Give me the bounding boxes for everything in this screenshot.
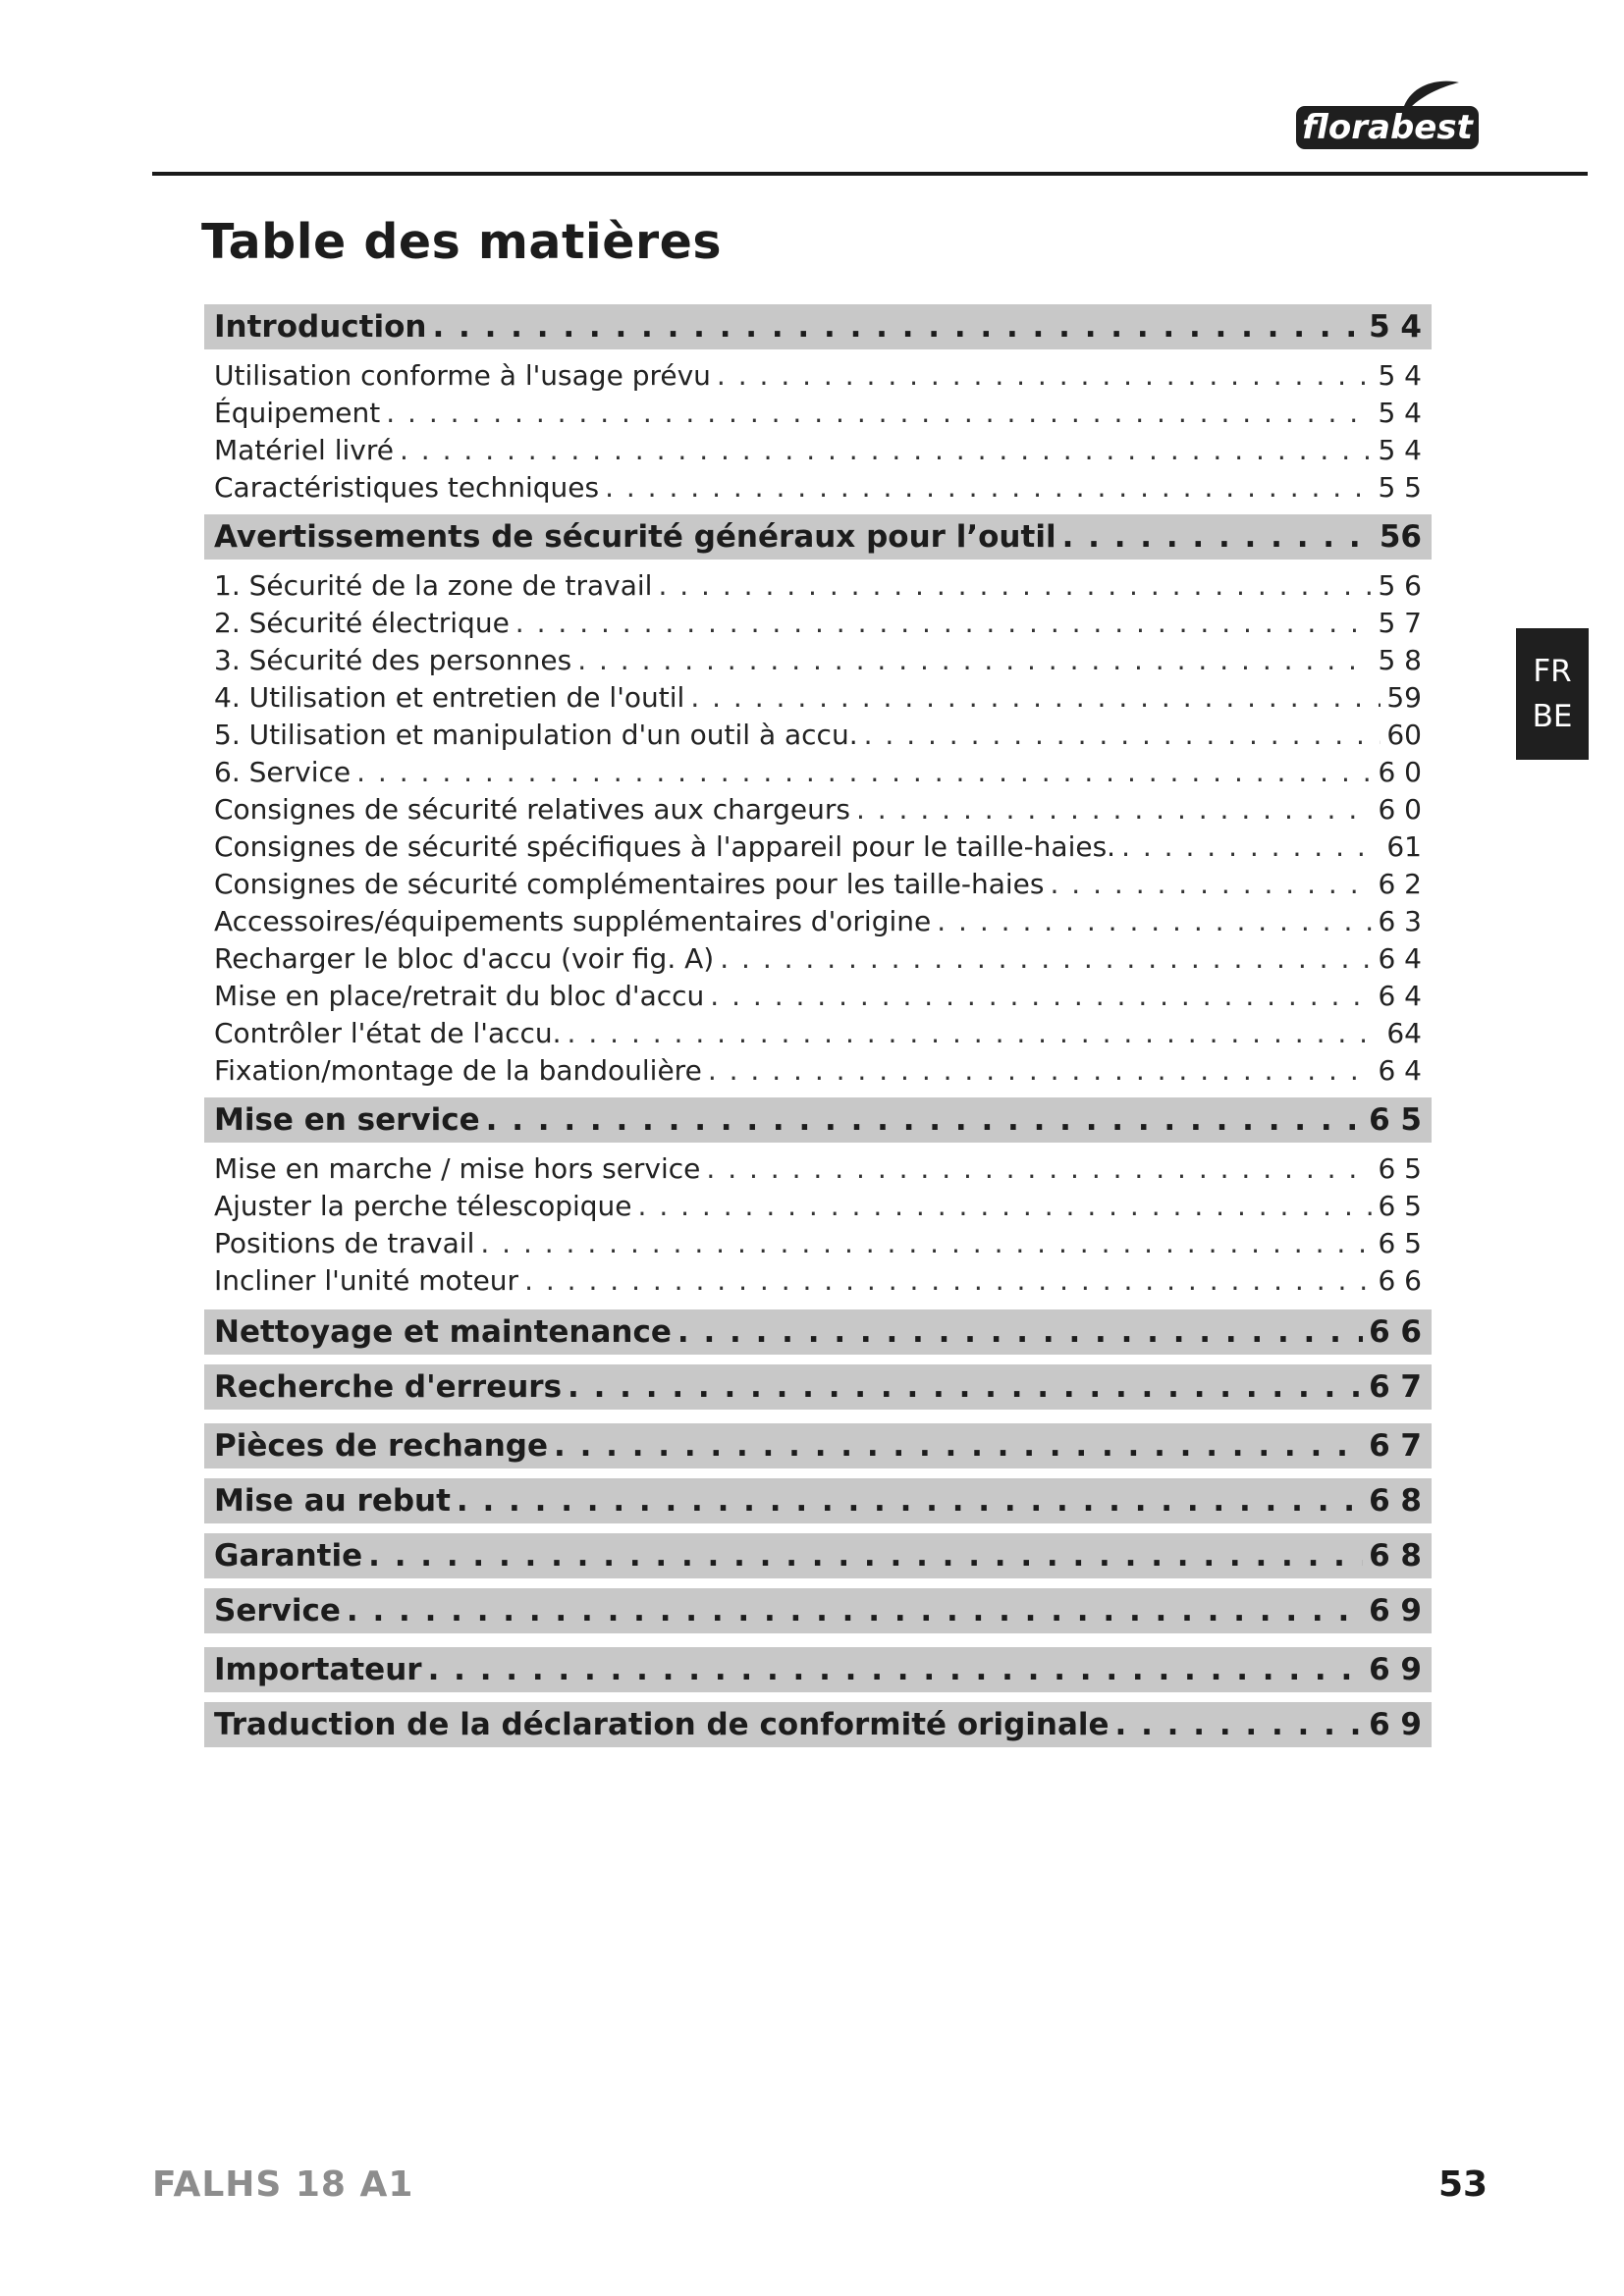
toc-entry-page: 6 2 bbox=[1378, 868, 1422, 900]
toc-entry-title: 2. Sécurité électrique bbox=[214, 607, 510, 639]
toc-entry bbox=[204, 469, 1432, 507]
toc-leader-dots bbox=[710, 978, 1372, 1015]
toc-section bbox=[204, 1309, 1432, 1355]
toc-section-page: 6 9 bbox=[1369, 1707, 1422, 1742]
toc-entry-page: 6 5 bbox=[1378, 1227, 1422, 1259]
toc-leader-dots bbox=[457, 1483, 1363, 1519]
toc-entry bbox=[204, 357, 1432, 395]
toc-entry-title: 4. Utilisation et entretien de l'outil bbox=[214, 681, 685, 714]
toc-leader-dots bbox=[554, 1428, 1363, 1464]
toc-entry-page: 64 bbox=[1386, 1017, 1422, 1049]
toc-section bbox=[204, 1533, 1432, 1578]
language-code-fr: FR bbox=[1533, 654, 1572, 689]
toc-entry-page: 6 5 bbox=[1378, 1190, 1422, 1222]
toc-entry bbox=[204, 866, 1432, 903]
toc-entry bbox=[204, 1225, 1432, 1262]
toc-entry-page: 5 4 bbox=[1378, 434, 1422, 466]
toc-section-title: Garantie bbox=[214, 1538, 363, 1574]
toc-section-title: Recherche d'erreurs bbox=[214, 1369, 563, 1405]
toc-leader-dots bbox=[708, 1052, 1373, 1090]
toc-leader-dots bbox=[515, 605, 1373, 642]
toc-leader-dots bbox=[706, 1150, 1372, 1188]
toc-leader-dots bbox=[356, 754, 1372, 791]
toc-entry-title: Mise en marche / mise hors service bbox=[214, 1152, 701, 1185]
toc-section-page: 6 8 bbox=[1369, 1538, 1422, 1574]
toc-entry-page: 5 4 bbox=[1378, 397, 1422, 429]
toc-leader-dots bbox=[638, 1188, 1373, 1225]
toc-section bbox=[204, 514, 1432, 560]
toc-entry-page: 5 4 bbox=[1378, 359, 1422, 392]
header-rule bbox=[152, 172, 1588, 176]
toc-leader-dots bbox=[428, 1652, 1364, 1687]
toc-entry bbox=[204, 432, 1432, 469]
toc-section-title: Pièces de rechange bbox=[214, 1428, 548, 1464]
toc-entry bbox=[204, 642, 1432, 679]
toc-leader-dots bbox=[568, 1369, 1363, 1405]
toc-leader-dots bbox=[937, 903, 1372, 940]
toc-section-title: Service bbox=[214, 1593, 341, 1629]
toc-section-title: Introduction bbox=[214, 309, 427, 345]
toc-entry-title: 5. Utilisation et manipulation d'un outil à accu. bbox=[214, 719, 858, 751]
toc-entry-page: 60 bbox=[1386, 719, 1422, 751]
toc-leader-dots bbox=[856, 791, 1373, 828]
toc-entry-page: 5 7 bbox=[1378, 607, 1422, 639]
toc-entry-page: 6 0 bbox=[1378, 756, 1422, 788]
toc-entry bbox=[204, 1150, 1432, 1188]
toc-entry-title: Utilisation conforme à l'usage prévu bbox=[214, 359, 711, 392]
toc-section-title: Mise en service bbox=[214, 1102, 480, 1138]
toc-entry-title: Mise en place/retrait du bloc d'accu bbox=[214, 980, 705, 1012]
toc-entry-title: Ajuster la perche télescopique bbox=[214, 1190, 632, 1222]
florabest-logo bbox=[1294, 77, 1481, 153]
toc-entry-title: Positions de travail bbox=[214, 1227, 475, 1259]
toc-section-page: 6 7 bbox=[1369, 1428, 1422, 1464]
toc-entry-title: Recharger le bloc d'accu (voir fig. A) bbox=[214, 942, 715, 975]
toc-leader-dots bbox=[1121, 828, 1380, 866]
toc-entry-page: 6 4 bbox=[1378, 942, 1422, 975]
toc-leader-dots bbox=[524, 1262, 1372, 1300]
toc-entry-title: 6. Service bbox=[214, 756, 352, 788]
toc-entry-page: 5 8 bbox=[1378, 644, 1422, 676]
toc-entry bbox=[204, 978, 1432, 1015]
toc-entry bbox=[204, 1015, 1432, 1052]
toc-entry-title: Consignes de sécurité complémentaires pour les taille-haies bbox=[214, 868, 1045, 900]
toc-leader-dots bbox=[568, 1015, 1381, 1052]
toc-leader-dots bbox=[677, 1314, 1363, 1350]
toc-section-title: Nettoyage et maintenance bbox=[214, 1314, 672, 1350]
toc-entry-title: Équipement bbox=[214, 397, 381, 429]
toc-section-page: 6 5 bbox=[1369, 1102, 1422, 1138]
toc-section bbox=[204, 1702, 1432, 1747]
toc-entry bbox=[204, 754, 1432, 791]
logo-text: florabest bbox=[1302, 108, 1473, 147]
toc-leader-dots bbox=[386, 395, 1372, 432]
toc-entry-title: 3. Sécurité des personnes bbox=[214, 644, 572, 676]
toc-entry bbox=[204, 1262, 1432, 1300]
toc-entry-title: Consignes de sécurité spécifiques à l'appareil pour le taille-haies. bbox=[214, 830, 1116, 863]
toc-leader-dots bbox=[717, 357, 1373, 395]
toc-entry-page: 6 0 bbox=[1378, 793, 1422, 826]
language-code-be: BE bbox=[1532, 699, 1573, 734]
toc-leader-dots bbox=[720, 940, 1372, 978]
toc-section-page: 6 6 bbox=[1369, 1314, 1422, 1350]
toc-entry-title: Caractéristiques techniques bbox=[214, 471, 600, 504]
toc-section bbox=[204, 1588, 1432, 1633]
toc-entry-page: 6 4 bbox=[1378, 980, 1422, 1012]
toc-section bbox=[204, 1364, 1432, 1410]
toc-leader-dots bbox=[1062, 519, 1374, 555]
language-tab bbox=[1516, 628, 1589, 760]
toc-leader-dots bbox=[864, 717, 1381, 754]
toc-entry-page: 6 4 bbox=[1378, 1054, 1422, 1087]
toc-section-page: 6 7 bbox=[1369, 1369, 1422, 1405]
toc-entry-page: 6 5 bbox=[1378, 1152, 1422, 1185]
toc-entry bbox=[204, 679, 1432, 717]
toc-entry-title: Matériel livré bbox=[214, 434, 394, 466]
toc-entry bbox=[204, 395, 1432, 432]
footer-model-name: FALHS 18 A1 bbox=[152, 2164, 414, 2205]
toc-leader-dots bbox=[577, 642, 1372, 679]
toc-entry-title: Contrôler l'état de l'accu. bbox=[214, 1017, 562, 1049]
toc-section-page: 5 4 bbox=[1369, 309, 1422, 345]
toc-leader-dots bbox=[605, 469, 1372, 507]
toc-leader-dots bbox=[486, 1102, 1363, 1138]
toc-entry bbox=[204, 605, 1432, 642]
toc-leader-dots bbox=[400, 432, 1372, 469]
toc-entry-page: 61 bbox=[1386, 830, 1422, 863]
toc-section bbox=[204, 1647, 1432, 1692]
logo-leaf-icon bbox=[1404, 81, 1459, 108]
toc-entry-page: 5 5 bbox=[1378, 471, 1422, 504]
toc-leader-dots bbox=[432, 309, 1363, 345]
toc-entry-page: 5 6 bbox=[1378, 569, 1422, 602]
toc-entry bbox=[204, 1052, 1432, 1090]
toc-entry bbox=[204, 903, 1432, 940]
toc-section-title: Importateur bbox=[214, 1652, 422, 1687]
toc-entry bbox=[204, 717, 1432, 754]
toc-entry-title: Incliner l'unité moteur bbox=[214, 1264, 519, 1297]
toc-leader-dots bbox=[690, 679, 1380, 717]
table-of-contents bbox=[204, 304, 1432, 1747]
page-title: Table des matières bbox=[201, 214, 723, 270]
toc-leader-dots bbox=[480, 1225, 1372, 1262]
toc-section bbox=[204, 1097, 1432, 1143]
toc-section-page: 56 bbox=[1379, 519, 1422, 555]
toc-section-page: 6 9 bbox=[1369, 1652, 1422, 1687]
toc-section bbox=[204, 1423, 1432, 1468]
toc-entry bbox=[204, 791, 1432, 828]
toc-entry bbox=[204, 567, 1432, 605]
toc-section bbox=[204, 1478, 1432, 1523]
footer-page-number: 53 bbox=[1438, 2164, 1489, 2205]
toc-entry-title: Accessoires/équipements supplémentaires d'origine bbox=[214, 905, 932, 937]
toc-leader-dots bbox=[347, 1593, 1363, 1629]
toc-leader-dots bbox=[1051, 866, 1373, 903]
toc-section-title: Mise au rebut bbox=[214, 1483, 451, 1519]
toc-entry-title: Fixation/montage de la bandoulière bbox=[214, 1054, 702, 1087]
toc-leader-dots bbox=[658, 567, 1372, 605]
toc-entry-page: 6 3 bbox=[1378, 905, 1422, 937]
toc-entry-title: Consignes de sécurité relatives aux chargeurs bbox=[214, 793, 850, 826]
toc-entry-page: 59 bbox=[1386, 681, 1422, 714]
toc-entry-page: 6 6 bbox=[1378, 1264, 1422, 1297]
toc-leader-dots bbox=[1115, 1707, 1364, 1742]
toc-section-title: Traduction de la déclaration de conformité originale bbox=[214, 1707, 1110, 1742]
toc-entry bbox=[204, 940, 1432, 978]
toc-entry bbox=[204, 1188, 1432, 1225]
toc-entry-title: 1. Sécurité de la zone de travail bbox=[214, 569, 653, 602]
toc-entry bbox=[204, 828, 1432, 866]
toc-section-title: Avertissements de sécurité généraux pour l’outil bbox=[214, 519, 1056, 555]
toc-section bbox=[204, 304, 1432, 349]
toc-section-page: 6 9 bbox=[1369, 1593, 1422, 1629]
toc-section-page: 6 8 bbox=[1369, 1483, 1422, 1519]
toc-leader-dots bbox=[368, 1538, 1363, 1574]
